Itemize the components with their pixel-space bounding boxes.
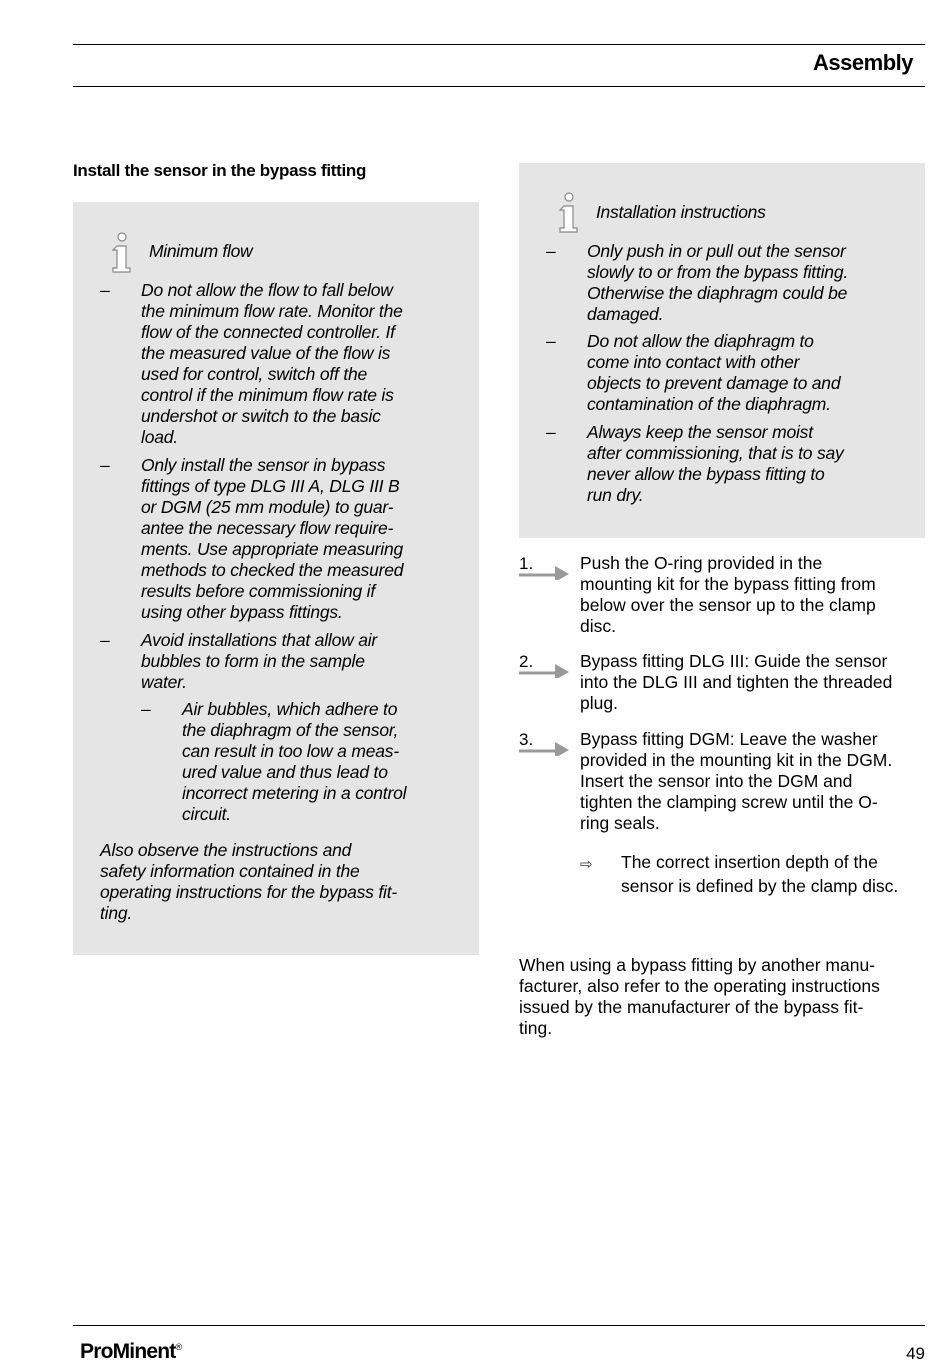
step-number: 1. <box>519 554 534 573</box>
sub-list-item-text: Air bubbles, which adhere to the diaphragm of the sensor, can result in too low a meas- ured value and thus lead to incorrect metering in a control circuit. <box>182 699 407 824</box>
list-dash: – <box>546 241 556 261</box>
page-number: 49 <box>906 1344 925 1363</box>
step-number: 2. <box>519 652 534 671</box>
closing-paragraph: When using a bypass fitting by another manu- facturer, also refer to the operating instructions issued by the manufacturer of the bypass fit- ting. <box>519 955 880 1038</box>
footer-rule <box>73 1325 925 1326</box>
result-arrow-icon: ⇨ <box>580 856 593 873</box>
step-text: Push the O-ring provided in the mounting kit for the bypass fitting from below over the sensor up to the clamp disc. <box>580 553 876 636</box>
step-arrow-icon <box>519 738 569 756</box>
header-bottom-rule <box>73 86 925 87</box>
installation-instructions-title: Installation instructions <box>596 202 766 222</box>
header-title: Assembly <box>813 50 913 75</box>
header-top-rule <box>73 44 925 45</box>
info-icon <box>109 232 135 276</box>
minimum-flow-note: Also observe the instructions and safety information contained in the operating instructions for the bypass fit- ting. <box>100 840 398 923</box>
list-dash: – <box>100 455 110 475</box>
step-arrow-icon <box>519 660 569 678</box>
list-item-text: Do not allow the flow to fall below the minimum flow rate. Monitor the flow of the connected controller. If the measured value of the flow is used for control, switch off the control if the minimum flow rate is undershot or switch to the basic load. <box>141 280 403 447</box>
list-item-text: Avoid installations that allow air bubbles to form in the sample water. <box>141 630 378 692</box>
minimum-flow-title: Minimum flow <box>149 241 253 261</box>
list-item-text: Only push in or pull out the sensor slowly to or from the bypass fitting. Otherwise the diaphragm could be damaged. <box>587 241 849 324</box>
section-heading: Install the sensor in the bypass fitting <box>73 161 367 180</box>
list-item-text: Only install the sensor in bypass fittings of type DLG III A, DLG III B or DGM (25 mm module) to guar- antee the necessary flow require- ments. Use appropriate measuring methods to checked the measured results before commissioning if using other bypass fittings. <box>141 455 404 622</box>
prominent-logo: ProMinent® <box>80 1340 182 1363</box>
step-arrow-icon <box>519 562 569 580</box>
list-dash: – <box>100 280 110 300</box>
list-item-text: Do not allow the diaphragm to come into contact with other objects to prevent damage to and contamination of the diaphragm. <box>587 331 841 414</box>
step-number: 3. <box>519 730 534 749</box>
list-dash: – <box>141 699 151 719</box>
installation-instructions-box <box>519 163 925 538</box>
step-text: Bypass fitting DLG III: Guide the sensor into the DLG III and tighten the threaded plug. <box>580 651 893 713</box>
minimum-flow-box <box>73 202 479 955</box>
info-icon <box>556 192 582 236</box>
step-text: Bypass fitting DGM: Leave the washer provided in the mounting kit in the DGM. Insert the sensor into the DGM and tighten the clamping screw until the O- ring seals. <box>580 729 893 833</box>
result-text: The correct insertion depth of the sensor is defined by the clamp disc. <box>621 852 899 896</box>
list-dash: – <box>546 331 556 351</box>
list-dash: – <box>546 422 556 442</box>
list-item-text: Always keep the sensor moist after commissioning, that is to say never allow the bypass fitting to run dry. <box>587 422 844 505</box>
list-dash: – <box>100 630 110 650</box>
